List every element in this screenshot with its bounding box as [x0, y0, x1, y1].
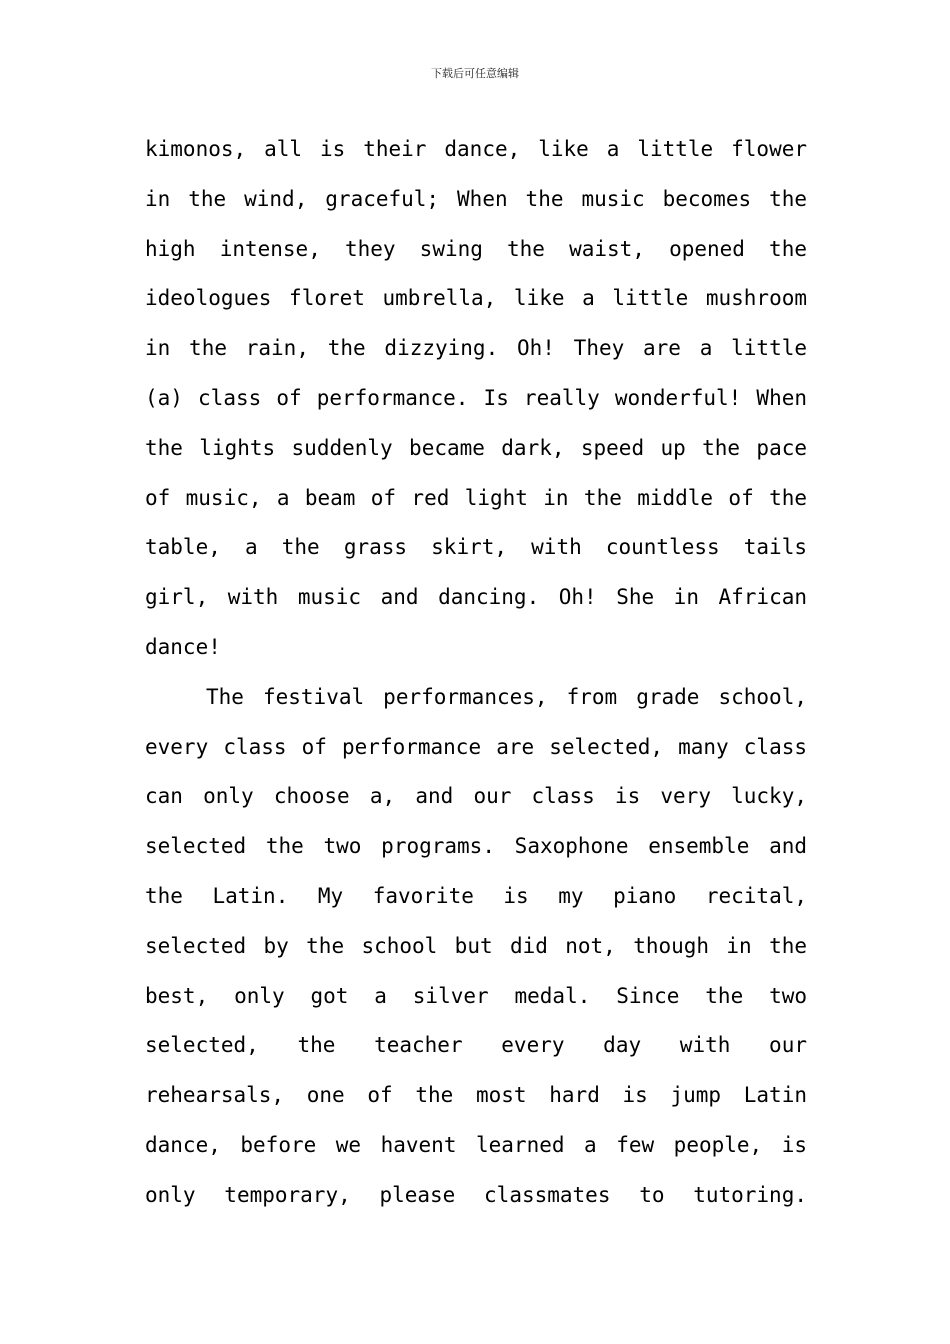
text-line: selected, the teacher every day with our — [145, 1033, 807, 1058]
text-line: ideologues floret umbrella, like a little mushroom — [145, 286, 807, 311]
text-line: every class of performance are selected, many class — [145, 734, 807, 759]
text-line: best, only got a silver medal. Since the two — [145, 983, 807, 1008]
text-line: only temporary, please classmates to tutoring. — [145, 1182, 807, 1207]
header-note: 下载后可任意编辑 — [431, 67, 519, 80]
text-line: in the wind, graceful; When the music becomes the — [145, 186, 807, 211]
text-line: kimonos, all is their dance, like a little flower — [145, 137, 807, 161]
text-line: the Latin. My favorite is my piano recital, — [145, 883, 807, 908]
text-line: can only choose a, and our class is very lucky, — [145, 784, 807, 809]
text-line: rehearsals, one of the most hard is jump Latin — [145, 1083, 807, 1108]
text-line: dance, before we havent learned a few people, is — [145, 1132, 807, 1157]
text-line: (a) class of performance. Is really wonderful! When — [145, 385, 807, 410]
text-line: the lights suddenly became dark, speed up the pace — [145, 435, 807, 460]
text-line: selected the two programs. Saxophone ensemble and — [145, 834, 807, 859]
text-line: of music, a beam of red light in the middle of the — [145, 485, 807, 510]
text-line: girl, with music and dancing. Oh! She in African — [145, 585, 807, 610]
text-line: high intense, they swing the waist, opened the — [145, 236, 807, 261]
text-line: table, a the grass skirt, with countless tails — [145, 535, 807, 560]
text-line: selected by the school but did not, though in the — [145, 933, 807, 958]
paragraph-first-line: The festival performances, from grade school, — [206, 684, 807, 709]
text-line: dance! — [145, 634, 221, 659]
text-line: in the rain, the dizzying. Oh! They are a little — [145, 336, 807, 361]
body-text — [145, 125, 807, 1221]
